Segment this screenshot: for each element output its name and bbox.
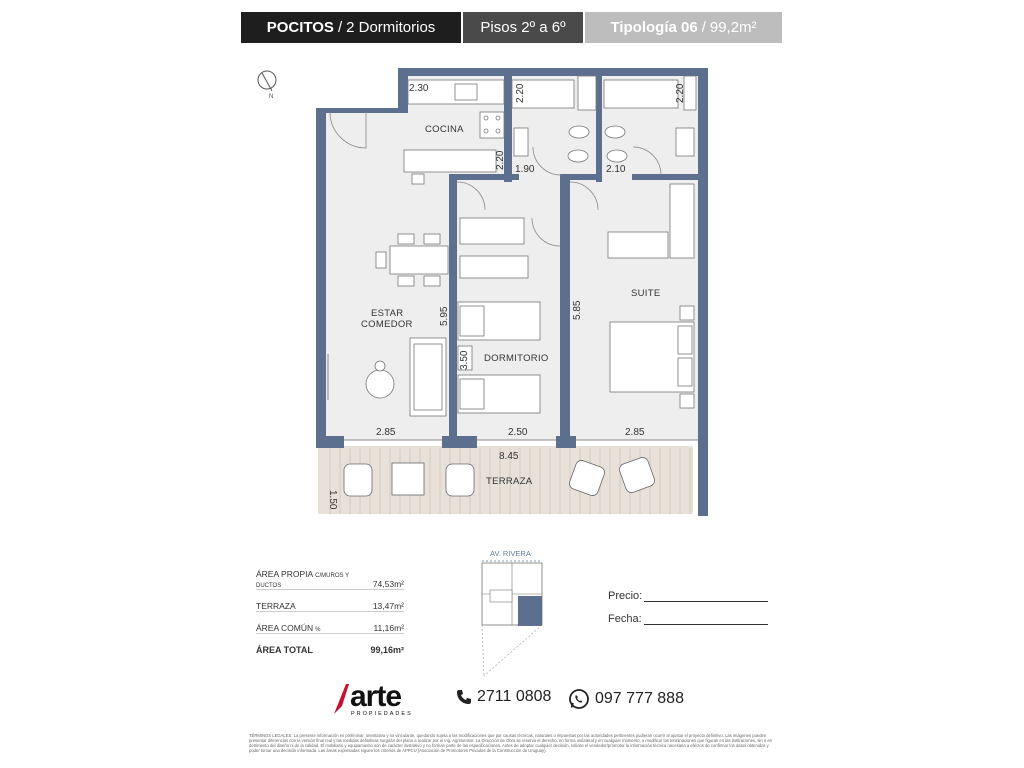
area-value-propia: 74,53m² bbox=[372, 579, 404, 589]
dim-living-w: 2.85 bbox=[376, 427, 396, 438]
area-label-total: ÁREA TOTAL bbox=[256, 645, 313, 655]
logo-tagline: PROPIEDADES bbox=[351, 711, 413, 717]
dim-bedroom-closet: 3.50 bbox=[459, 350, 470, 370]
area-label-terraza: TERRAZA bbox=[256, 601, 296, 611]
phone-contact[interactable] bbox=[456, 688, 551, 706]
keymap-street: AV. RIVERA bbox=[490, 549, 531, 558]
room-label-bedroom: DORMITORIO bbox=[484, 353, 549, 364]
header-location-name: POCITOS bbox=[266, 19, 334, 36]
room-label-terrace: TERRAZA bbox=[486, 476, 533, 487]
room-label-living-2: COMEDOR bbox=[361, 319, 413, 330]
area-row-propia bbox=[256, 568, 404, 590]
dim-bedroom-w: 2.50 bbox=[508, 427, 528, 438]
header-floors-text: Pisos 2º a 6º bbox=[480, 19, 566, 36]
room-label-living-1: ESTAR bbox=[371, 308, 404, 319]
header-floors bbox=[463, 12, 583, 43]
key-map bbox=[470, 545, 550, 680]
price-line bbox=[644, 591, 768, 602]
compass-icon bbox=[258, 71, 276, 100]
dim-suite-w: 2.85 bbox=[625, 427, 645, 438]
whatsapp-number: 097 777 888 bbox=[595, 690, 684, 707]
area-propia-sub: C/MUROS Y DUCTOS bbox=[256, 573, 349, 589]
price-field[interactable] bbox=[608, 590, 768, 602]
area-comun-sub: % bbox=[315, 627, 321, 633]
area-propia-label-text: ÁREA PROPIA bbox=[256, 569, 314, 579]
logo-name: arte bbox=[350, 680, 402, 713]
area-value-terraza: 13,47m² bbox=[372, 601, 404, 611]
area-label-comun bbox=[256, 623, 321, 633]
logo-mark-icon bbox=[334, 684, 349, 714]
dim-bath2-w: 2.10 bbox=[606, 164, 626, 175]
room-label-kitchen: COCINA bbox=[425, 124, 464, 135]
header-location bbox=[241, 12, 461, 43]
phone-icon bbox=[456, 689, 472, 705]
dim-kitchen-h: 2.20 bbox=[495, 150, 506, 170]
dim-bedroom-h: 5.95 bbox=[439, 306, 450, 326]
date-field[interactable] bbox=[608, 613, 768, 625]
area-value-total: 99,16m² bbox=[370, 645, 404, 655]
keymap-highlight bbox=[518, 596, 542, 626]
area-label-propia bbox=[256, 569, 373, 589]
svg-text:N: N bbox=[269, 94, 274, 100]
header-separator-2: / bbox=[701, 19, 706, 36]
dim-kitchen-w: 2.30 bbox=[409, 83, 429, 94]
whatsapp-contact[interactable] bbox=[568, 688, 684, 710]
areas-table bbox=[256, 568, 404, 655]
dim-suite-h: 5.85 bbox=[572, 300, 583, 320]
header-bedrooms: 2 Dormitorios bbox=[346, 19, 436, 36]
phone-number: 2711 0808 bbox=[477, 688, 552, 705]
header-typology bbox=[585, 12, 782, 43]
whatsapp-icon bbox=[568, 688, 590, 710]
arte-logo bbox=[330, 678, 435, 718]
area-row-terraza bbox=[256, 590, 404, 612]
dim-terrace-w: 8.45 bbox=[499, 451, 519, 462]
room-label-suite: SUITE bbox=[631, 288, 661, 299]
header-area: 99,2m² bbox=[709, 19, 757, 36]
area-value-comun: 11,16m² bbox=[373, 623, 404, 633]
header-typology-name: Tipología 06 bbox=[610, 19, 698, 36]
price-label: Precio: bbox=[608, 590, 643, 602]
legal-text: TÉRMINOS LEGALES: La presente información es preliminar, orientativa y no vinculante, quedando sujeta a las modificaciones que por causas técnicas, naturales o impuestas por las autoridades pertinentes pudieran ocurrir al ajustar el proyecto definitivo. Las imágenes pueden presentar diferencias con la versión final real y las medidas definitivas surgirán del plano a realizar por el Ing. Agrimensor. La Dirección de Obra se reserva el derecho, en forma unilateral y en cualquier momento, a modificar las terminaciones que figuran en las ilustraciones, sin ir en detrimento del diseño ni de la calidad. El mobiliario y equipamiento son de carácter ilustrativo y no forman parte de las especificaciones. Antes de adoptar cualquier decisión, solicite el vendedor/promotor la información técnica necesaria a efectos de confirmar los datos obtenidos y poder tomar una decisión informada. Las áreas expresadas siguen los criterios de APPCU (Asociación de Promotores Privados de la Construcción de Uruguay). bbox=[249, 733, 773, 753]
area-row-total bbox=[256, 634, 404, 655]
date-label: Fecha: bbox=[608, 613, 642, 625]
area-row-comun bbox=[256, 612, 404, 634]
dim-bath1-w: 1.90 bbox=[515, 164, 535, 175]
date-line bbox=[644, 614, 768, 625]
dim-terrace-h: 1.50 bbox=[327, 490, 338, 510]
area-comun-label-text: ÁREA COMÚN bbox=[256, 623, 314, 633]
dim-bath2-h: 2.20 bbox=[675, 83, 686, 103]
floor-plan bbox=[241, 45, 781, 525]
dim-bath1-h: 2.20 bbox=[515, 83, 526, 103]
header-separator: / bbox=[337, 19, 343, 36]
